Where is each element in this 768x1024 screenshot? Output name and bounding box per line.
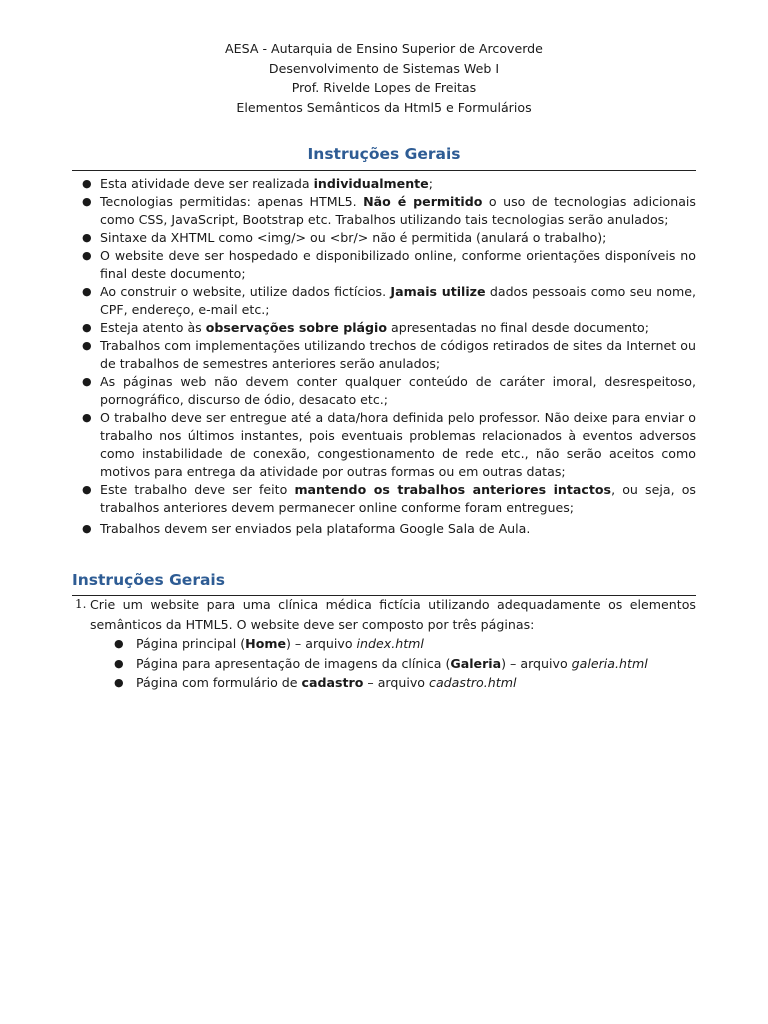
- page-name: Home: [245, 636, 287, 651]
- list-item: [72, 283, 696, 319]
- page-name: cadastro: [301, 675, 364, 691]
- section-title-general-instructions: Instruções Gerais: [307, 145, 461, 163]
- item-text: Sintaxe da XHTML como <img/> ou <br/> não é permitida (anulará o trabalho);: [100, 230, 607, 245]
- page-name: Galeria: [450, 655, 502, 671]
- list-item: [72, 193, 696, 229]
- item-emphasis: Jamais utilize: [390, 284, 486, 299]
- item-emphasis: observações sobre plágio: [205, 320, 388, 335]
- list-item: [72, 481, 696, 517]
- assignment-topic: Elementos Semânticos da Html5 e Formulários: [236, 100, 532, 116]
- page-item: [90, 634, 696, 654]
- numbered-instructions: [72, 595, 696, 693]
- item-text: Esteja atento às: [100, 320, 206, 335]
- list-item: [72, 319, 696, 337]
- numbered-item: [72, 595, 696, 693]
- section-divider: [72, 170, 696, 171]
- item-text: Este trabalho deve ser feito: [100, 482, 295, 497]
- item-text: O trabalho deve ser entregue até a data/hora definida pelo professor. Não deixe para enviar o trabalho nos últimos instantes, pois eventuais problemas relacionados à eventos adversos como instabilidade de conexão, congestionamento de rede etc., não serão aceitos como motivos para entrega da atividade por outras formas ou em outras datas;: [100, 410, 696, 479]
- bullet-icon: ●: [82, 285, 92, 298]
- page-desc: Página com formulário de: [136, 675, 302, 691]
- bullet-icon: ●: [82, 522, 92, 535]
- document-header: [0, 39, 768, 118]
- list-item: [72, 175, 696, 193]
- bullet-icon: ●: [114, 656, 124, 670]
- bullet-icon: ●: [82, 195, 92, 208]
- item-text-cont: ;: [428, 176, 433, 191]
- list-item: [72, 337, 696, 373]
- page-item: [90, 673, 696, 693]
- item-text: Esta atividade deve ser realizada: [100, 176, 314, 191]
- bullet-icon: ●: [82, 231, 92, 244]
- page-desc-cont: – arquivo: [363, 675, 430, 691]
- pages-list: [90, 634, 696, 693]
- page-filename: index.html: [356, 636, 424, 651]
- list-item: [72, 229, 696, 247]
- bullet-icon: ●: [82, 249, 92, 262]
- item-text-cont: apresentadas no final desde documento;: [387, 320, 649, 335]
- item-text: Ao construir o website, utilize dados fictícios.: [100, 284, 391, 299]
- item-text-cont: dados pessoais como seu nome, CPF, endereço, e-mail etc.;: [100, 284, 696, 317]
- item-emphasis: mantendo os trabalhos anteriores intactos: [294, 482, 612, 497]
- page-filename: cadastro.html: [429, 675, 517, 691]
- page-desc-cont: ) – arquivo: [286, 636, 357, 651]
- page-desc: Página principal (: [136, 636, 246, 651]
- institution-name: AESA - Autarquia de Ensino Superior de Arcoverde: [225, 41, 543, 56]
- list-item: [72, 373, 696, 409]
- bullet-icon: ●: [82, 321, 92, 334]
- item-text-cont: , ou seja, os trabalhos anteriores devem permanecer online conforme foram entregues;: [100, 482, 696, 515]
- list-item: [72, 520, 696, 538]
- professor-name: Prof. Rivelde Lopes de Freitas: [291, 80, 477, 96]
- section-title-general-instructions-2: Instruções Gerais: [72, 571, 225, 589]
- item-text: Trabalhos com implementações utilizando trechos de códigos retirados de sites da Internet ou de trabalhos de semestres anteriores serão anulados;: [100, 338, 696, 371]
- item-text: As páginas web não devem conter qualquer conteúdo de caráter imoral, desrespeitoso, pornográfico, discurso de ódio, desacato etc.;: [100, 374, 696, 407]
- course-name: Desenvolvimento de Sistemas Web I: [268, 60, 500, 76]
- bullet-icon: ●: [114, 637, 124, 650]
- bullet-icon: ●: [82, 483, 92, 496]
- item-text: Tecnologias permitidas: apenas HTML5.: [100, 194, 364, 209]
- general-instructions-list: [72, 175, 696, 538]
- list-item: [72, 409, 696, 481]
- item-text: Crie um website para uma clínica médica fictícia utilizando adequadamente os elementos semânticos da HTML5. O website deve ser composto por três páginas:: [90, 597, 696, 632]
- bullet-icon: ●: [114, 676, 124, 690]
- item-emphasis: Não é permitido: [363, 194, 483, 209]
- list-item: [72, 247, 696, 283]
- page-filename: galeria.html: [571, 655, 648, 671]
- item-text-cont: o uso de tecnologias adicionais como CSS, JavaScript, Bootstrap etc. Trabalhos utilizando tais tecnologias serão anulados;: [100, 194, 696, 227]
- bullet-icon: ●: [82, 375, 92, 388]
- item-number: 1.: [75, 597, 87, 611]
- item-text: Trabalhos devem ser enviados pela plataforma Google Sala de Aula.: [100, 521, 531, 536]
- item-emphasis: individualmente: [313, 176, 429, 191]
- page-desc-cont: ) – arquivo: [501, 655, 572, 671]
- bullet-icon: ●: [82, 339, 92, 352]
- item-text: O website deve ser hospedado e disponibilizado online, conforme orientações disponíveis no final deste documento;: [100, 248, 696, 281]
- bullet-icon: ●: [82, 411, 92, 424]
- page-item: [90, 654, 696, 674]
- bullet-icon: ●: [82, 177, 92, 190]
- page-desc: Página para apresentação de imagens da clínica (: [136, 655, 451, 671]
